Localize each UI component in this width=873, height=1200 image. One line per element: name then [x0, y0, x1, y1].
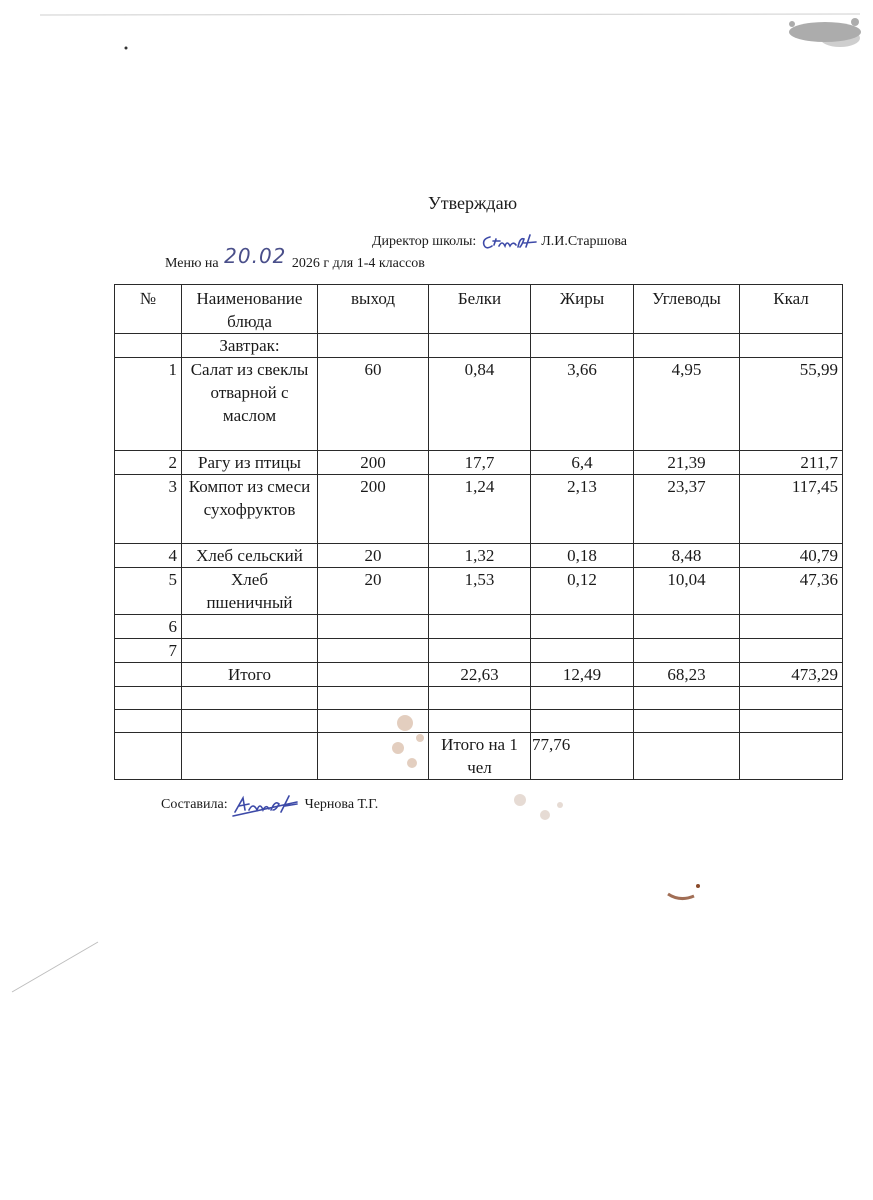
table-cell: [318, 687, 429, 710]
header-protein: Белки: [429, 285, 531, 334]
row-protein: [429, 615, 531, 639]
compiler-signature: [231, 792, 301, 818]
menu-table: [114, 284, 843, 780]
row-protein: 1,32: [429, 544, 531, 568]
row-carbs: [634, 615, 740, 639]
stain-mark-right: [660, 880, 705, 910]
table-cell: [115, 334, 182, 358]
row-protein: 17,7: [429, 451, 531, 475]
row-carbs: [634, 639, 740, 663]
table-cell: [634, 710, 740, 733]
per-person-label: Итого на 1 чел: [429, 733, 531, 780]
row-output: 200: [318, 475, 429, 544]
table-cell: [318, 334, 429, 358]
row-carbs: 10,04: [634, 568, 740, 615]
empty-row: [115, 687, 843, 710]
row-output: [318, 615, 429, 639]
total-carbs: 68,23: [634, 663, 740, 687]
table-cell: [318, 733, 429, 780]
row-fat: [531, 639, 634, 663]
director-name: Л.И.Старшова: [541, 234, 627, 250]
scan-dot: [123, 45, 129, 51]
header-kcal: Ккал: [740, 285, 843, 334]
row-dish-name: Хлеб пшеничный: [182, 568, 318, 615]
row-dish-name: Хлеб сельский: [182, 544, 318, 568]
row-dish-name: Салат из свеклы отварной с маслом: [182, 358, 318, 451]
stain-lower: [500, 780, 580, 840]
row-kcal: 55,99: [740, 358, 843, 451]
row-output: 20: [318, 568, 429, 615]
row-output: 60: [318, 358, 429, 451]
table-row: [115, 358, 843, 451]
handwritten-date: 20.02: [224, 244, 287, 268]
director-label: Директор школы:: [372, 234, 477, 250]
table-row: [115, 568, 843, 615]
approve-title: Утверждаю: [428, 193, 518, 213]
row-protein: [429, 639, 531, 663]
table-cell: [740, 710, 843, 733]
header-num: №: [115, 285, 182, 334]
table-cell: [182, 687, 318, 710]
scan-line-left: [10, 940, 100, 1000]
row-output: [318, 639, 429, 663]
table-cell: [429, 687, 531, 710]
row-kcal: [740, 615, 843, 639]
menu-date-line: [165, 244, 425, 272]
row-num: 2: [115, 451, 182, 475]
table-row: [115, 451, 843, 475]
total-kcal: 473,29: [740, 663, 843, 687]
row-kcal: 117,45: [740, 475, 843, 544]
row-kcal: [740, 639, 843, 663]
row-fat: 6,4: [531, 451, 634, 475]
table-cell: [182, 733, 318, 780]
row-carbs: 23,37: [634, 475, 740, 544]
per-person-row: [115, 733, 843, 780]
row-fat: 0,12: [531, 568, 634, 615]
row-dish-name: Компот из смеси сухофруктов: [182, 475, 318, 544]
table-row: [115, 615, 843, 639]
row-carbs: 21,39: [634, 451, 740, 475]
compiled-name: Чернова Т.Г.: [304, 797, 379, 813]
row-fat: 0,18: [531, 544, 634, 568]
row-fat: [531, 615, 634, 639]
table-cell: [115, 710, 182, 733]
row-num: 3: [115, 475, 182, 544]
table-cell: [634, 687, 740, 710]
empty-row: [115, 710, 843, 733]
table-header-row: [115, 285, 843, 334]
row-num: 7: [115, 639, 182, 663]
total-protein: 22,63: [429, 663, 531, 687]
table-cell: [115, 687, 182, 710]
header-carbs: Углеводы: [634, 285, 740, 334]
table-cell: [318, 663, 429, 687]
row-kcal: 211,7: [740, 451, 843, 475]
row-dish-name: [182, 639, 318, 663]
per-person-value: 77,76: [531, 733, 634, 780]
table-cell: [318, 710, 429, 733]
table-cell: [429, 334, 531, 358]
table-cell: [740, 334, 843, 358]
table-cell: [429, 710, 531, 733]
scan-line-top: [40, 12, 860, 18]
table-cell: [531, 334, 634, 358]
row-output: 20: [318, 544, 429, 568]
row-carbs: 4,95: [634, 358, 740, 451]
scan-smudge-top-right: [780, 14, 865, 54]
header-fat: Жиры: [531, 285, 634, 334]
row-output: 200: [318, 451, 429, 475]
director-signature: [480, 231, 538, 253]
total-fat: 12,49: [531, 663, 634, 687]
row-protein: 1,53: [429, 568, 531, 615]
header-dish-name: Наименование блюда: [182, 285, 318, 334]
row-num: 4: [115, 544, 182, 568]
total-row: [115, 663, 843, 687]
row-num: 1: [115, 358, 182, 451]
menu-prefix: Меню на: [165, 256, 219, 271]
table-cell: [531, 687, 634, 710]
row-fat: 3,66: [531, 358, 634, 451]
row-dish-name: [182, 615, 318, 639]
compiled-label: Составила:: [161, 797, 228, 813]
row-dish-name: Рагу из птицы: [182, 451, 318, 475]
table-cell: [634, 733, 740, 780]
row-protein: 1,24: [429, 475, 531, 544]
row-num: 6: [115, 615, 182, 639]
table-cell: [634, 334, 740, 358]
table-cell: [531, 710, 634, 733]
table-cell: [740, 687, 843, 710]
row-protein: 0,84: [429, 358, 531, 451]
row-kcal: 47,36: [740, 568, 843, 615]
table-row: [115, 544, 843, 568]
compiled-by-line: [161, 792, 378, 818]
table-cell: [182, 710, 318, 733]
row-kcal: 40,79: [740, 544, 843, 568]
table-row: [115, 475, 843, 544]
row-carbs: 8,48: [634, 544, 740, 568]
total-label: Итого: [182, 663, 318, 687]
table-row: [115, 639, 843, 663]
table-cell: [115, 733, 182, 780]
section-label: Завтрак:: [182, 334, 318, 358]
row-num: 5: [115, 568, 182, 615]
header-output: выход: [318, 285, 429, 334]
section-row-breakfast: [115, 334, 843, 358]
table-cell: [115, 663, 182, 687]
table-cell: [740, 733, 843, 780]
row-fat: 2,13: [531, 475, 634, 544]
menu-suffix: 2026 г для 1-4 классов: [291, 256, 425, 271]
